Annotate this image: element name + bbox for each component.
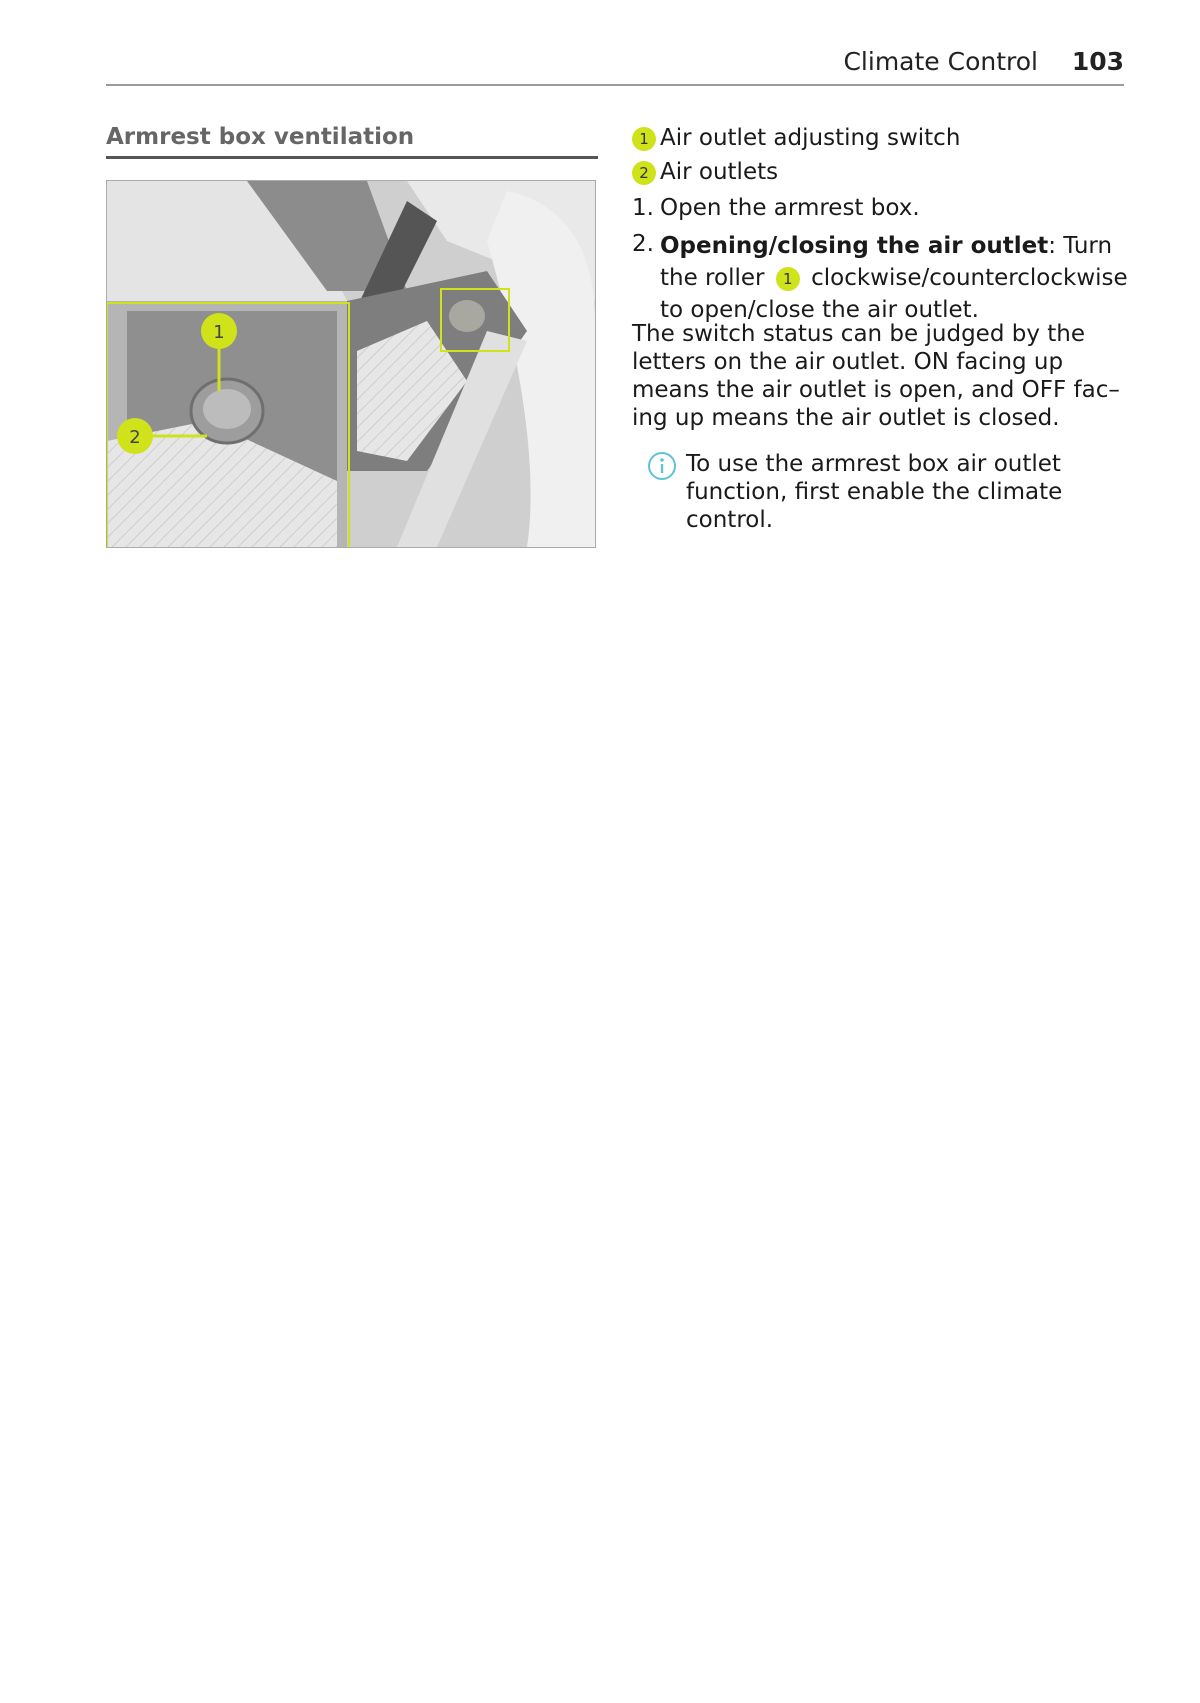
legend-label: Air outlets (660, 159, 779, 185)
step-text-part: : Turn the roller (660, 233, 1113, 291)
step-number: 2. (632, 231, 654, 257)
step-text-part: clockwise/counterclockwise to open/close the air outlet. (660, 265, 1128, 323)
switch-status-paragraph: The switch status can be judged by the letters on the air outlet. ON facing up means the air outlet is open, and OFF fac– ing up means the air outlet is closed. (632, 321, 1120, 431)
step-heading: Opening/closing the air outlet (660, 233, 1049, 259)
step-text (660, 230, 1130, 326)
info-icon (646, 450, 678, 489)
section-title: Armrest box ventilation (106, 124, 598, 159)
running-header-title: Climate Control (843, 47, 1038, 76)
page-header (106, 44, 1124, 86)
page-number: 103 (1071, 47, 1124, 76)
svg-text:2: 2 (129, 427, 141, 448)
callout-badge: 2 (632, 161, 656, 185)
callout-badge: 1 (776, 267, 800, 291)
callout-badge: 1 (632, 127, 656, 151)
note-text: To use the armrest box air outlet function, first enable the climate control. (686, 451, 1063, 533)
callout-1 (201, 313, 237, 349)
legend-label: Air outlet adjusting switch (660, 125, 961, 151)
svg-text:1: 1 (213, 322, 225, 343)
callout-2 (117, 418, 153, 454)
legend-item-1 (632, 124, 960, 154)
step-number: 1. (632, 195, 654, 221)
armrest-box-illustration (106, 180, 596, 548)
step-text: Open the armrest box. (660, 195, 920, 221)
legend-item-2 (632, 158, 778, 188)
